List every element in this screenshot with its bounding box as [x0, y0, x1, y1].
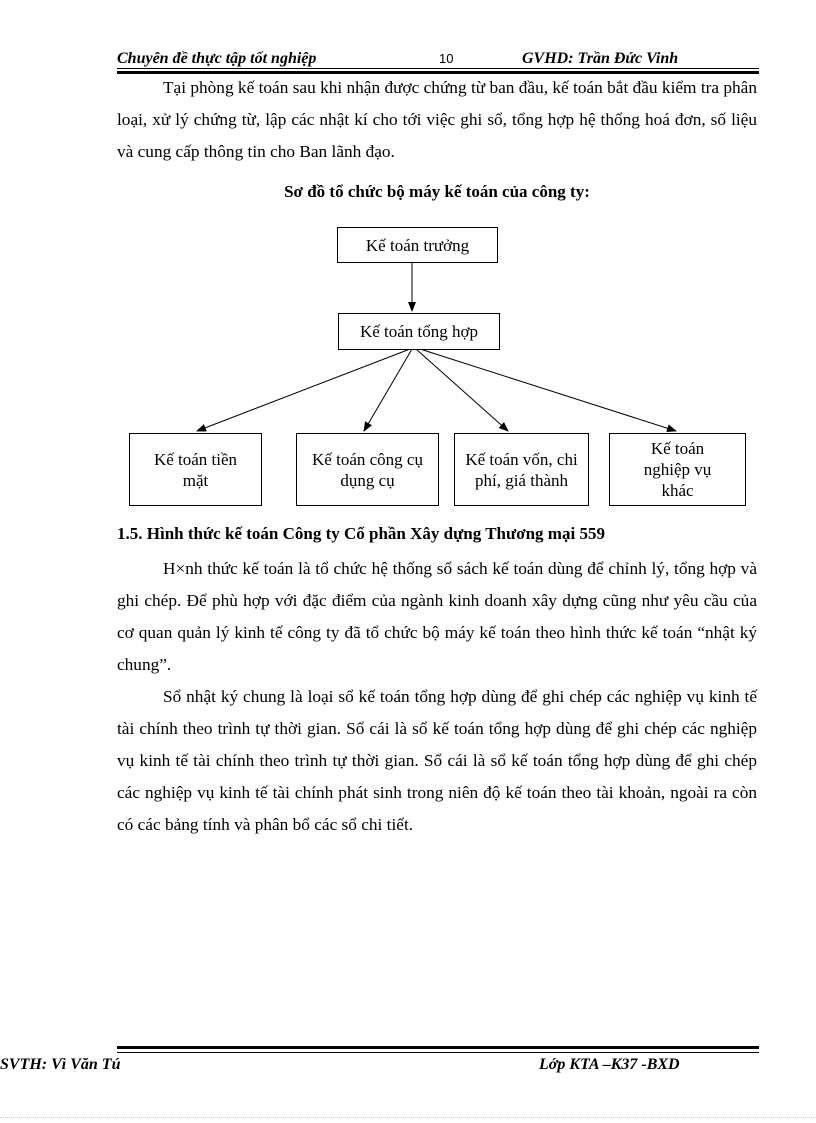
org-box-other-accountant: Kế toán nghiệp vụ khác — [609, 433, 746, 506]
page-number: 10 — [439, 51, 454, 66]
section-heading: 1.5. Hình thức kế toán Công ty Cổ phần Xây dựng Thương mại 559 — [117, 524, 605, 543]
connector-general-to-tools — [364, 349, 412, 431]
org-box-tools-accountant: Kế toán công cụ dụng cụ — [296, 433, 439, 506]
header-course-title: Chuyên đề thực tập tốt nghiệp — [117, 50, 317, 67]
paragraph-accounting-form: H×nh thức kế toán là tổ chức hệ thống sổ sách kế toán dùng để chỉnh lý, tổng hợp và ghi chép. Để phù hợp với đặc điểm của ngành kinh doanh xây dựng cũng như yêu cầu của cơ quan quản lý kinh tế công ty đã tổ chức bộ máy kế toán theo hình thức kế toán “nhật ký chung”. — [117, 559, 757, 674]
paragraph-general-journal: Sổ nhật ký chung là loại sổ kế toán tổng hợp dùng để ghi chép các nghiệp vụ kinh tế tài chính theo trình tự thời gian. Sổ cái là sổ kế toán tổng hợp dùng để ghi chép các nghiệp vụ kinh tế tài chính theo trình tự thời gian. Sổ cái là sổ kế toán tổng hợp dùng để ghi chép các nghiệp vụ kinh tế tài chính phát sinh trong niên độ kế toán theo tài khoản, ngoài ra còn có các bảng tính và phân bổ các sổ chi tiết. — [117, 687, 757, 834]
connector-general-to-capital — [416, 349, 508, 431]
paragraph-intro: Tại phòng kế toán sau khi nhận được chứng từ ban đầu, kế toán bắt đầu kiểm tra phân loại, xử lý chứng từ, lập các nhật kí cho tới việc ghi sổ, tổng hợp hệ thống hoá đơn, số liệu và cung cấp thông tin cho Ban lãnh đạo. — [117, 78, 757, 161]
org-box-cash-accountant: Kế toán tiền mặt — [129, 433, 262, 506]
org-box-capital-accountant: Kế toán vốn, chi phí, giá thành — [454, 433, 589, 506]
footer-rule-thin — [117, 1052, 759, 1053]
org-box-general-accountant: Kế toán tổng hợp — [338, 313, 500, 350]
page-edge-dotted-line — [0, 1117, 816, 1118]
connector-general-to-cash — [197, 349, 410, 431]
footer-rule-thick — [117, 1046, 759, 1049]
org-box-chief-accountant: Kế toán trưởng — [337, 227, 498, 263]
connector-general-to-other — [420, 349, 676, 431]
header-supervisor: GVHD: Trần Đức Vinh — [522, 50, 679, 67]
diagram-title: Sơ đồ tổ chức bộ máy kế toán của công ty: — [284, 182, 590, 201]
footer-class: Lớp KTA –K37 -BXD — [539, 1056, 680, 1073]
footer-student: SVTH: Vì Văn Tú — [0, 1056, 121, 1073]
